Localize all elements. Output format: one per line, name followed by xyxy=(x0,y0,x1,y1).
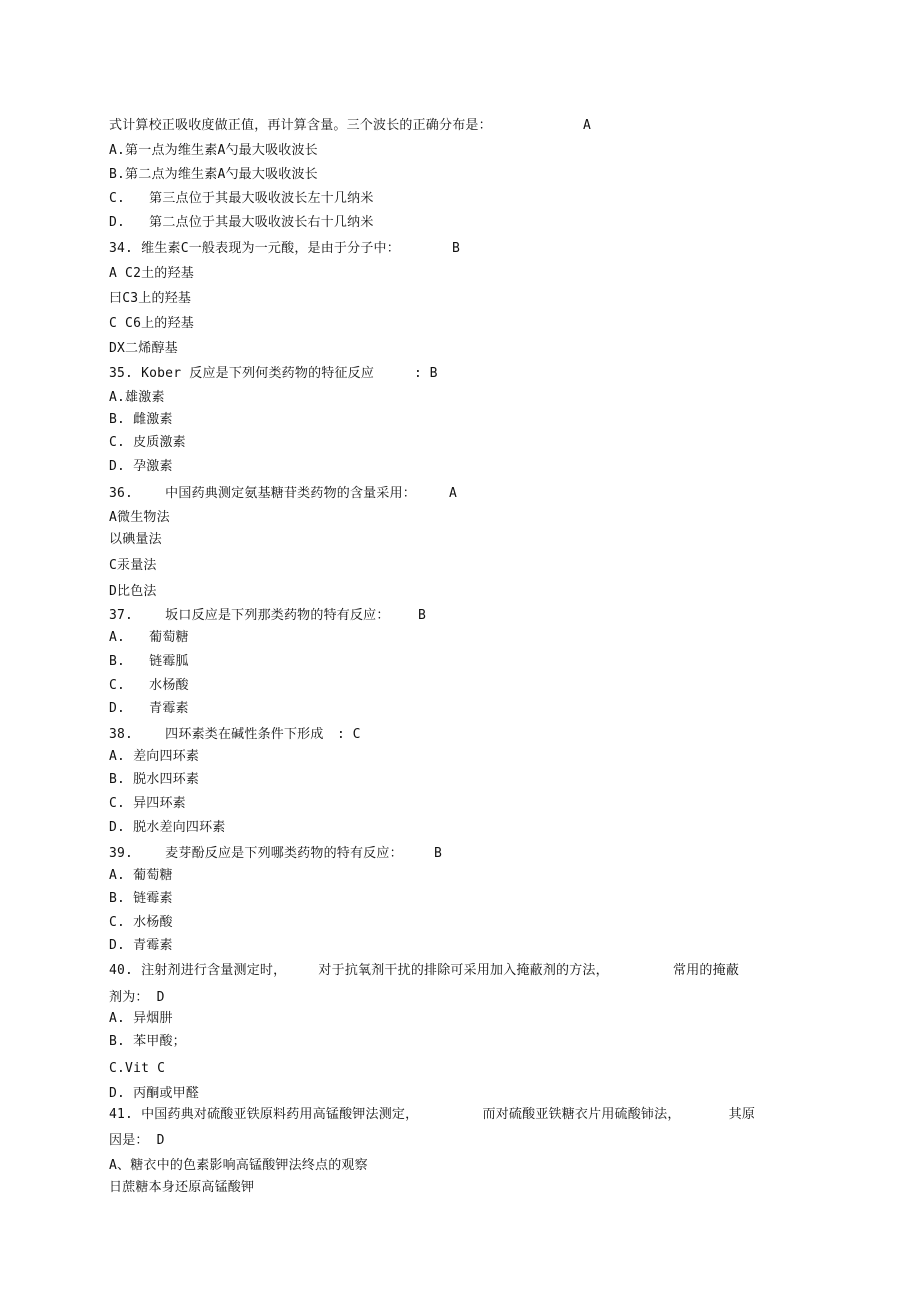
q34-option-b: 曰C3上的羟基 xyxy=(109,291,192,306)
q39-option-c: C. 水杨酸 xyxy=(109,915,173,930)
q40-option-a: A. 异烟肼 xyxy=(109,1011,173,1026)
q33-option-c: C. 第三点位于其最大吸收波长左十几纳米 xyxy=(109,191,374,206)
q35-option-b: B. 雌激素 xyxy=(109,412,173,427)
q38-option-b: B. 脱水四环素 xyxy=(109,772,200,787)
q33-stem: 式计算校正吸收度做正值，再计算含量。三个波长的正确分布是： xyxy=(109,118,492,133)
q41-option-b: 日蔗糖本身还原高锰酸钾 xyxy=(109,1180,255,1195)
q37-answer: B xyxy=(418,608,426,623)
q38-option-d: D. 脱水差向四环素 xyxy=(109,820,226,835)
q41-stem: 41. 中国药典对硫酸亚铁原料药用高锰酸钾法测定， 而对硫酸亚铁糖衣片用硫酸铈法， 其原 xyxy=(109,1107,756,1122)
q38-option-a: A. 差向四环素 xyxy=(109,749,200,764)
q36-stem: 36. 中国药典测定氨基糖苷类药物的含量采用： xyxy=(109,486,416,501)
q38-answer: : C xyxy=(337,727,361,742)
q41-stem-cont: 因是： D xyxy=(109,1133,165,1148)
q35-stem: 35. Kober 反应是下列何类药物的特征反应 xyxy=(109,366,375,381)
q35-option-d: D. 孕激素 xyxy=(109,459,173,474)
q35-answer: : B xyxy=(414,366,438,381)
q38-stem: 38. 四环素类在碱性条件下形成 xyxy=(109,727,324,742)
q34-stem: 34. 维生素C一般表现为一元酸，是由于分子中： xyxy=(109,241,400,256)
q36-option-b: 以碘量法 xyxy=(109,532,162,547)
q40-stem-cont: 剂为： D xyxy=(109,990,165,1005)
q34-option-c: C C6上的羟基 xyxy=(109,316,194,331)
q37-option-a: A. 葡萄糖 xyxy=(109,630,189,645)
q39-option-b: B. 链霉素 xyxy=(109,891,173,906)
q39-option-d: D. 青霉素 xyxy=(109,938,173,953)
q40-stem: 40. 注射剂进行含量测定时， 对于抗氧剂干扰的排除可采用加入掩蔽剂的方法， 常用的掩蔽 xyxy=(109,963,740,978)
q33-option-b: B.第二点为维生素A勺最大吸收波长 xyxy=(109,167,318,182)
q33-option-d: D. 第二点位于其最大吸收波长右十几纳米 xyxy=(109,215,374,230)
q34-option-a: A C2土的羟基 xyxy=(109,266,194,281)
q35-option-c: C. 皮质激素 xyxy=(109,435,186,450)
q39-answer: B xyxy=(434,846,442,861)
q38-option-c: C. 异四环素 xyxy=(109,796,186,811)
q35-option-a: A.雄激素 xyxy=(109,390,165,405)
q37-option-d: D. 青霉素 xyxy=(109,701,189,716)
q33-option-a: A.第一点为维生素A勺最大吸收波长 xyxy=(109,143,318,158)
q37-option-b: B. 链霉胍 xyxy=(109,654,189,669)
q37-stem: 37. 坂口反应是下列那类药物的特有反应： xyxy=(109,608,390,623)
q36-option-d: D比色法 xyxy=(109,584,157,599)
q41-option-a: A、糖衣中的色素影响高锰酸钾法终点的观察 xyxy=(109,1158,368,1173)
q40-option-b: B. 苯甲酸； xyxy=(109,1034,186,1049)
q33-answer: A xyxy=(583,118,591,133)
q34-option-d: DX二烯醇基 xyxy=(109,341,178,356)
q39-option-a: A. 葡萄糖 xyxy=(109,868,173,883)
q36-option-c: C汞量法 xyxy=(109,558,157,573)
q40-option-c: C.Vit C xyxy=(109,1061,166,1076)
q39-stem: 39. 麦芽酚反应是下列哪类药物的特有反应： xyxy=(109,846,403,861)
q36-answer: A xyxy=(449,486,457,501)
q37-option-c: C. 水杨酸 xyxy=(109,678,189,693)
q36-option-a: A微生物法 xyxy=(109,510,170,525)
q34-answer: B xyxy=(452,241,460,256)
q40-option-d: D. 丙酮或甲醛 xyxy=(109,1086,200,1101)
